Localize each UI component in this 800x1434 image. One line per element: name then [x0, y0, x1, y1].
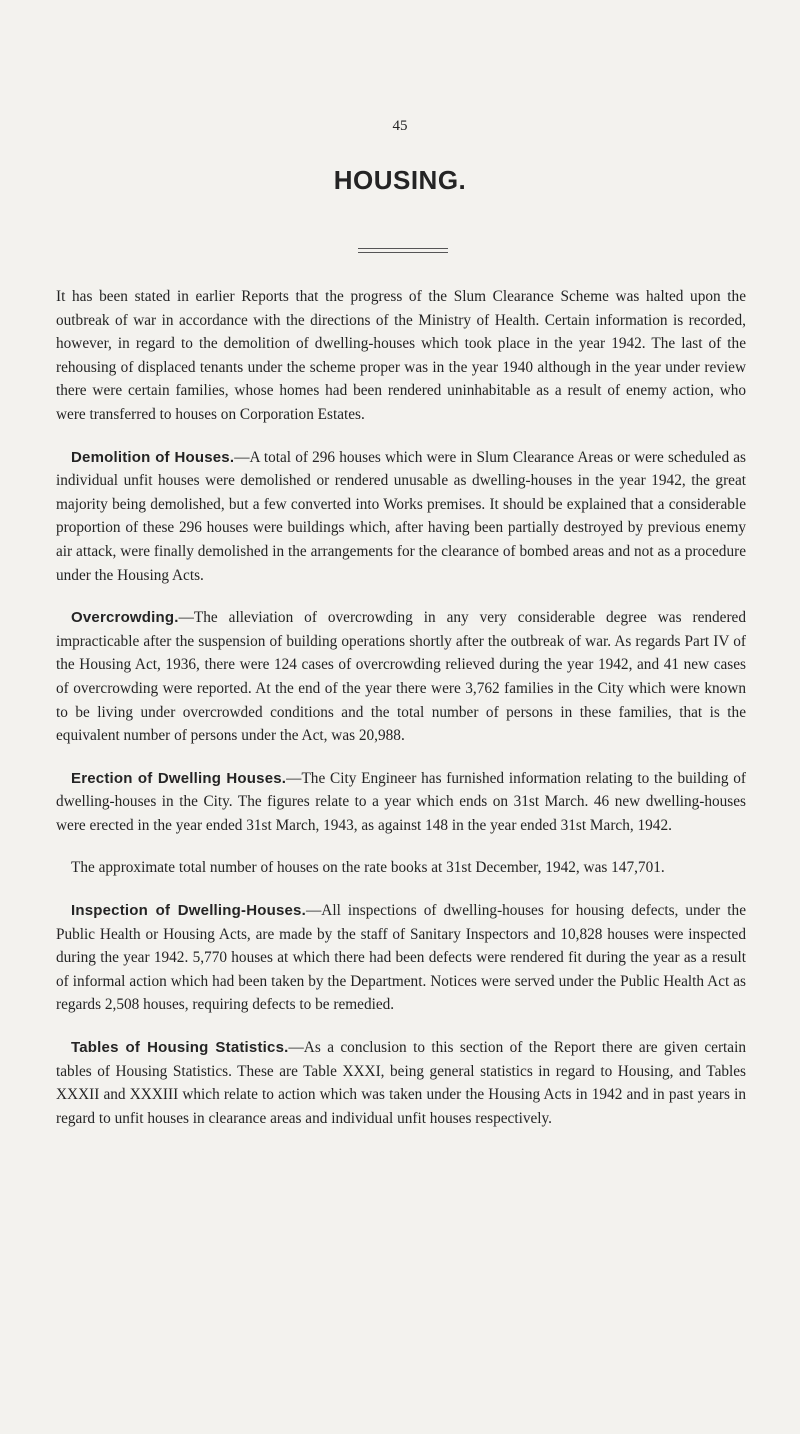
paragraph-inspection	[56, 899, 746, 1017]
paragraph-rate-books	[56, 856, 746, 880]
paragraph-demolition	[56, 446, 746, 588]
paragraph-text: —As a conclusion to this section of the Report there are given certain tables of Housing Statistics. These are Table XXXI, being general statistics in regard to Housing, and Tables XXXII and XXXIII which relate to action which was taken under the Housing Acts in 1942 and in past years in regard to unfit houses in clearance areas and individual unfit houses respectively.	[56, 1039, 746, 1127]
paragraph-text: It has been stated in earlier Reports that the progress of the Slum Clearance Scheme was halted upon the outbreak of war in accordance with the directions of the Ministry of Health. Certain information is recorded, however, in regard to the demolition of dwelling-houses which took place in the year 1942. The last of the rehousing of displaced tenants under the scheme proper was in the year 1940 although in the year under review there were certain families, whose homes had been rendered uninhabitable as a result of enemy action, who were transferred to houses on Corporation Estates.	[56, 288, 746, 423]
section-heading: Overcrowding.	[71, 609, 179, 627]
paragraph-tables	[56, 1036, 746, 1130]
section-heading: Tables of Housing Statistics.	[71, 1039, 289, 1057]
paragraph-text: —All inspections of dwelling-houses for housing defects, under the Public Health or Housing Acts, are made by the staff of Sanitary Inspectors and 10,828 houses were inspected during the year 1942. 5,770 houses at which there had been defects were rendered fit during the year as a result of informal action which had been taken by the Department. Notices were served under the Public Health Act as regards 2,508 houses, requiring defects to be remedied.	[56, 902, 746, 1014]
paragraph-intro	[56, 285, 746, 427]
paragraph-text: —The alleviation of overcrowding in any very considerable degree was rendered impracticable after the suspension of building operations shortly after the outbreak of war. As regards Part IV of the Housing Act, 1936, there were 124 cases of overcrowding relieved during the year 1942, and 41 new cases of overcrowding were reported. At the end of the year there were 3,762 families in the City which were known to be living under overcrowded conditions and the total number of persons in these families, that is the equivalent number of persons under the Act, was 20,988.	[56, 609, 746, 745]
paragraph-erection	[56, 767, 746, 838]
paragraph-overcrowding	[56, 606, 746, 748]
section-heading: Inspection of Dwelling-Houses.	[71, 902, 306, 920]
title-divider	[358, 248, 448, 253]
paragraph-text: —A total of 296 houses which were in Slum Clearance Areas or were scheduled as individual unfit houses were demolished or rendered unusable as dwelling-houses in the year 1942, the great majority being demolished, but a few converted into Works premises. It should be explained that a considerable proportion of these 296 houses were buildings which, after having been partially destroyed by previous enemy air attack, were finally demolished in the arrangements for the clearance of bombed areas and not as a procedure under the Housing Acts.	[56, 448, 746, 584]
page-number: 45	[392, 118, 408, 134]
paragraph-text: The approximate total number of houses on the rate books at 31st December, 1942, was 147,701.	[71, 859, 665, 877]
document-body	[56, 285, 746, 1149]
section-heading: Demolition of Houses.	[71, 448, 235, 466]
section-heading: Erection of Dwelling Houses.	[71, 769, 287, 787]
paragraph-text: —The City Engineer has furnished information relating to the building of dwelling-houses in the City. The figures relate to a year which ends on 31st March. 46 new dwelling-houses were erected in the year ended 31st March, 1943, as against 148 in the year ended 31st March, 1942.	[56, 769, 746, 834]
page-title: HOUSING.	[333, 165, 467, 195]
